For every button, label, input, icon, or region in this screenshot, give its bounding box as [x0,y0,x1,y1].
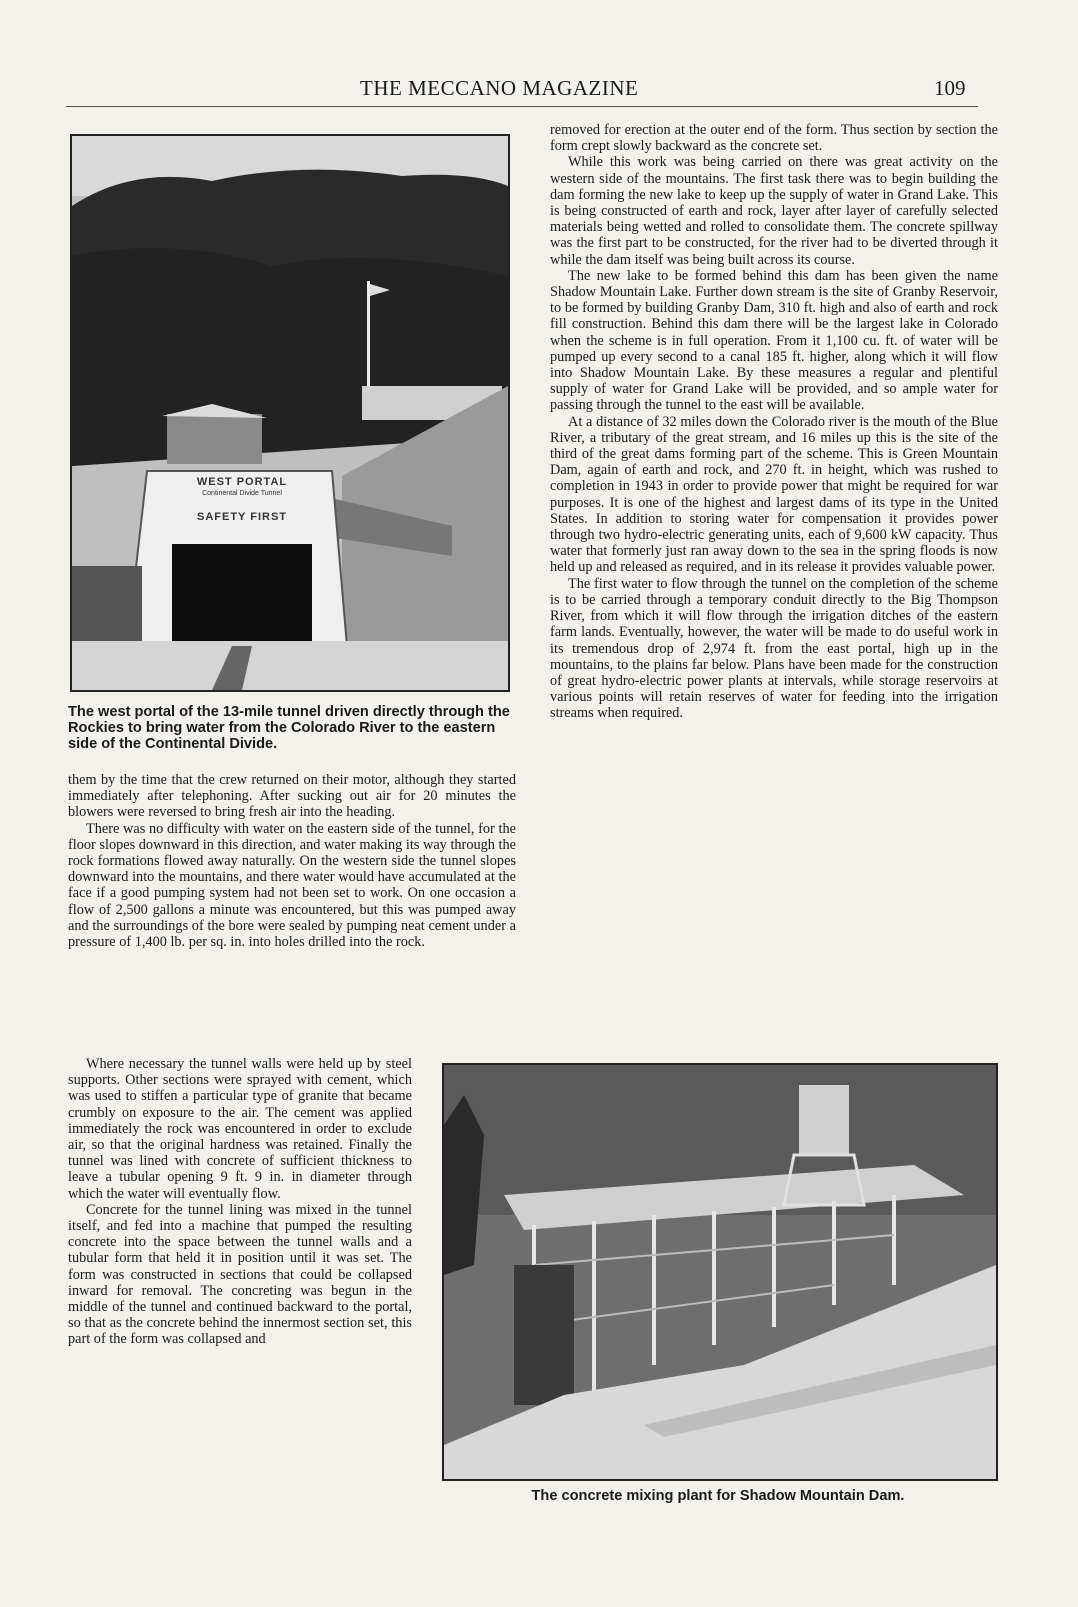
right-paragraph-2: While this work was being carried on there was great activity on the western side of the mountains. The first task there was to begin building the dam forming the new lake to keep up the supply of water in Grand Lake. This is being constructed of earth and rock, layer after layer of carefully selected materials being wetted and rolled to consolidate them. The concrete spillway was the first part to be constructed, for the river had to be diverted through it while the dam itself was being built across its course. [550,154,998,268]
sign-line-3: SAFETY FIRST [196,511,288,523]
right-paragraph-4: At a distance of 32 miles down the Colorado river is the mouth of the Blue River, a tributary of the great stream, and 16 miles up this is the site of the third of the great dams forming part of the scheme. This is Green Mountain Dam, again of earth and rock, and 270 ft. in height, which was rushed to completion in 1943 in order to provide power that might be required for war purposes. It is one of the highest and largest dams of its type in the United States. In addition to storing water for compensation it provides power through two hydro-electric generating units, each of 9,600 kW capacity. Thus water that formerly just ran away down to the sea in the spring floods is now held up and released as required, and in its release it provides valuable power. [550,413,998,576]
portal-sign [167,476,317,523]
tunnel-portal-illustration [72,136,508,690]
left-paragraph-2: There was no difficulty with water on the eastern side of the tunnel, for the floor slopes downward in this direction, and water making its way through the rock formations flowed away naturally. On the western side the tunnel slopes downward into the mountains, and there water would have accumulated at the face if a good pumping system had not been set to work. On one occasion a flow of 2,500 gallons a minute was encountered, but this was pumped away and the surroundings of the bore were sealed by pumping neat cement under a pressure of 1,400 lb. per sq. in. into holes drilled into the rock. [68,820,516,951]
mixing-plant-illustration [444,1065,996,1479]
right-paragraph-3: The new lake to be formed behind this dam has been given the name Shadow Mountain Lake. Further down stream is the site of Granby Reservoir, to be formed by building Granby Dam, 310 ft. high and also of earth and rock fill construction. Behind this dam there will be the largest lake in Colorado when the scheme is in full operation. From it 1,100 cu. ft. of water will be pumped up every second to a canal 185 ft. higher, along which it will flow into Shadow Mountain Lake. By these measures a regular and plentiful supply of water for Grand Lake will be provided, and so ample water for passing through the tunnel to the east will be available. [550,267,998,414]
photo2-caption: The concrete mixing plant for Shadow Mountain Dam. [531,1488,905,1504]
right-column [550,122,998,722]
left-paragraph-1: them by the time that the crew returned on their motor, although they started immediately after telephoning. After sucking out air for 20 minutes the blowers were reversed to bring fresh air into the heading. [68,772,516,821]
magazine-title: THE MECCANO MAGAZINE [360,76,639,100]
right-paragraph-5: The first water to flow through the tunnel on the completion of the scheme is to be carried through a temporary conduit directly to the Big Thompson River, from which it will flow through the irrigation ditches of the eastern farm lands. Eventually, however, the water will be made to do useful work in its tremendous drop of 2,974 ft. from the east portal, high up in the mountains, to the plains far below. Plans have been made for the construction of great hydro-electric power plants at intervals, while storage reservoirs at various points will retain reserves of water for feeding into the irrigation streams when required. [550,575,998,722]
photo1-caption: The west portal of the 13-mile tunnel driven directly through the Rockies to bring water from the Colorado River to the eastern side of the Continental Divide. [68,704,510,753]
left-column [68,772,516,950]
header-rule [66,106,978,107]
narrow-paragraph-1: Where necessary the tunnel walls were held up by steel supports. Other sections were sprayed with cement, which was used to stiffen a particular type of granite that became crumbly on exposure to the air. The cement was applied immediately the rock was encountered in order to exclude air, so that the original hardness was retained. Finally the tunnel was lined with concrete of sufficient thickness to leave a tubular opening 9 ft. 9 in. in diameter through which the water will eventually flow. [68,1056,412,1202]
sign-line-1: WEST PORTAL [196,476,288,488]
narrow-column [68,1056,412,1348]
narrow-paragraph-2: Concrete for the tunnel lining was mixed in the tunnel itself, and fed into a machine that pumped the resulting concrete into the space between the tunnel walls and a tubular form that held it in position until it was set. The form was constructed in sections that could be collapsed inward for removal. The concreting was begun in the middle of the tunnel and continued backward to the portal, so that as the concrete behind the innermost section set, this part of the form was collapsed and [68,1201,412,1348]
tunnel-portal-photo [70,134,510,692]
right-paragraph-1: removed for erection at the outer end of the form. Thus section by section the form crept slowly backward as the concrete set. [550,122,998,155]
sign-line-2: Continental Divide Tunnel [202,490,282,497]
page-number: 109 [934,76,966,100]
mixing-plant-photo [442,1063,998,1481]
